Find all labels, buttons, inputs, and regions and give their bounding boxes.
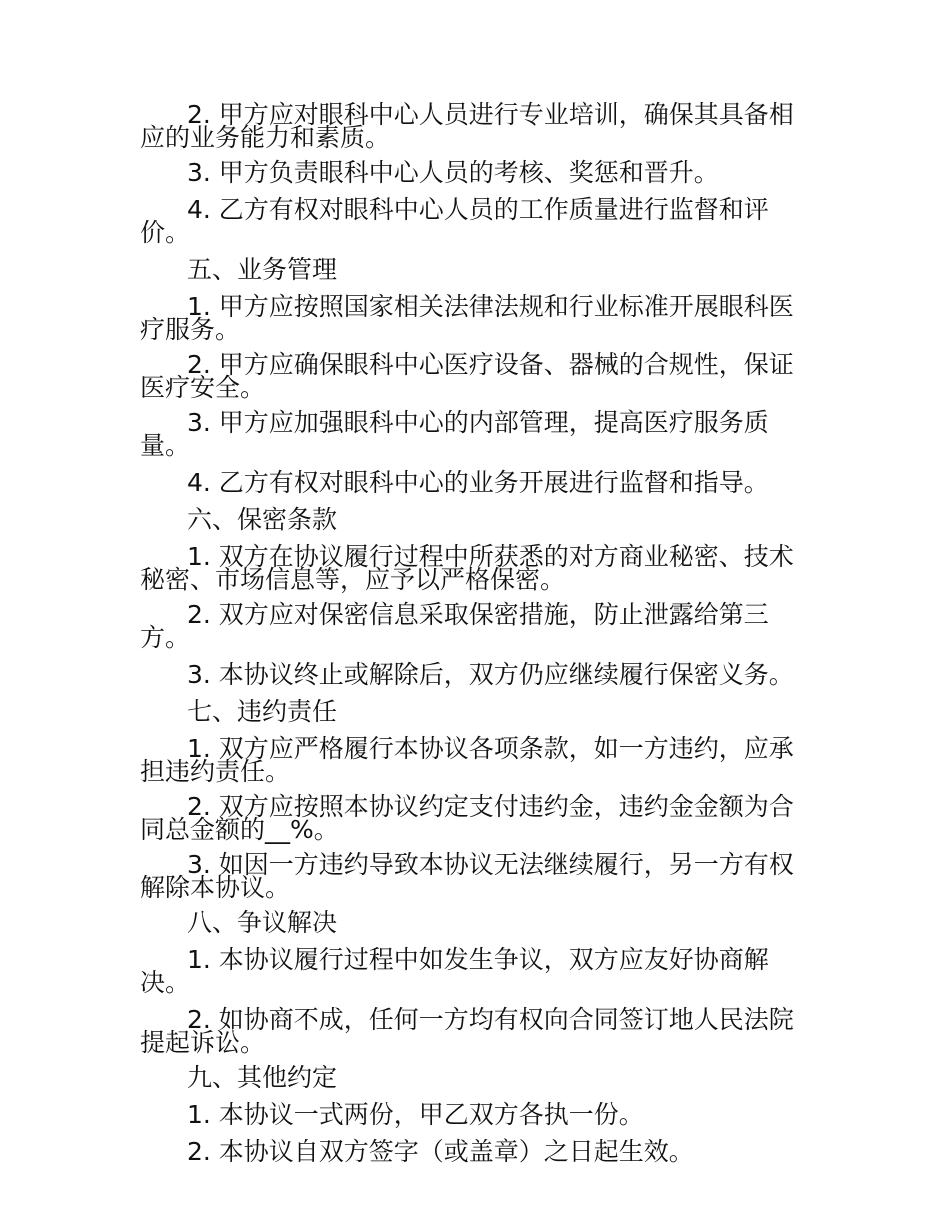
clause-7-2: 2. 双方应按照本协议约定支付违约金，违约金金额为合同总金额的__%。	[140, 792, 794, 844]
document-body	[140, 100, 812, 1177]
clause-9-2: 2. 本协议自双方签字（或盖章）之日起生效。	[187, 1137, 694, 1166]
clause-7-3: 3. 如因一方违约导致本协议无法继续履行，另一方有权解除本协议。	[140, 850, 794, 902]
clause-8-2: 2. 如协商不成，任何一方均有权向合同签订地人民法院提起诉讼。	[140, 1005, 794, 1057]
section-heading-8: 八、争议解决	[187, 908, 338, 937]
section-heading-9: 九、其他约定	[187, 1063, 338, 1092]
clause-6-3: 3. 本协议终止或解除后，双方仍应继续履行保密义务。	[187, 660, 794, 689]
clause-9-1: 1. 本协议一式两份，甲乙双方各执一份。	[187, 1100, 644, 1129]
clause-7-1: 1. 双方应严格履行本协议各项条款，如一方违约，应承担违约责任。	[140, 734, 794, 786]
clause-4-2: 2. 甲方应对眼科中心人员进行专业培训，确保其具备相应的业务能力和素质。	[140, 100, 794, 152]
clause-8-1: 1. 本协议履行过程中如发生争议，双方应友好协商解决。	[140, 945, 769, 997]
clause-6-1: 1. 双方在协议履行过程中所获悉的对方商业秘密、技术秘密、市场信息等，应予以严格保密。	[140, 542, 794, 594]
clause-4-4: 4. 乙方有权对眼科中心人员的工作质量进行监督和评价。	[140, 195, 769, 247]
clause-6-2: 2. 双方应对保密信息采取保密措施，防止泄露给第三方。	[140, 600, 769, 652]
section-heading-5: 五、业务管理	[187, 255, 338, 284]
section-heading-6: 六、保密条款	[187, 505, 338, 534]
section-heading-7: 七、违约责任	[187, 697, 338, 726]
clause-5-4: 4. 乙方有权对眼科中心的业务开展进行监督和指导。	[187, 468, 769, 497]
clause-4-3: 3. 甲方负责眼科中心人员的考核、奖惩和晋升。	[187, 158, 719, 187]
clause-5-1: 1. 甲方应按照国家相关法律法规和行业标准开展眼科医疗服务。	[140, 292, 794, 344]
clause-5-3: 3. 甲方应加强眼科中心的内部管理，提高医疗服务质量。	[140, 408, 769, 460]
clause-5-2: 2. 甲方应确保眼科中心医疗设备、器械的合规性，保证医疗安全。	[140, 350, 794, 402]
